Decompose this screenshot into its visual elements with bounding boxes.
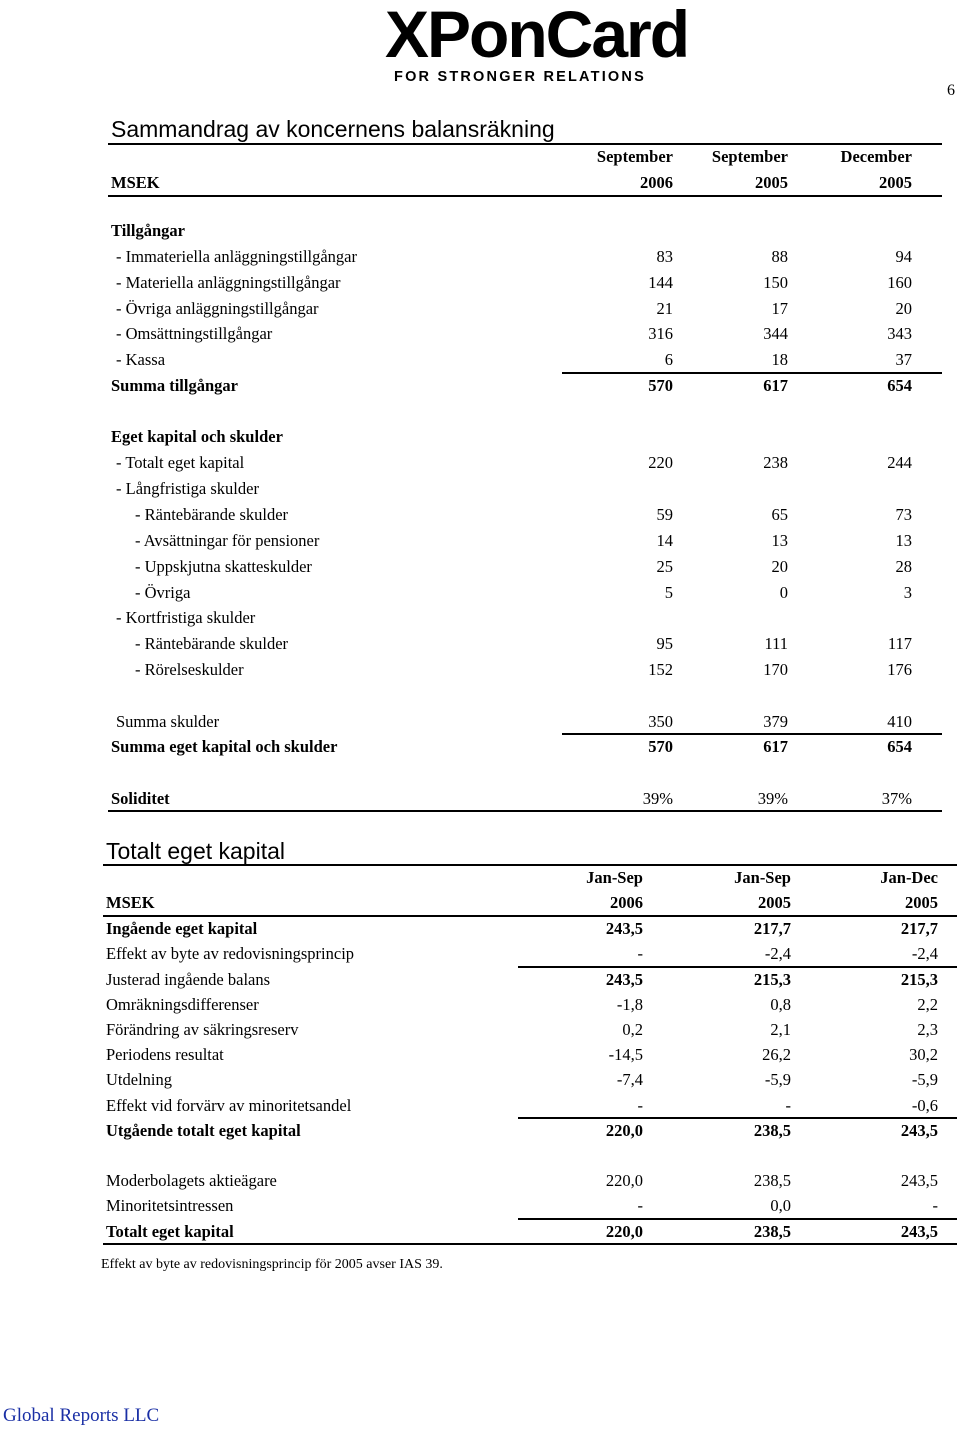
col-header: Jan-Sep [734, 868, 791, 887]
row-value: -2,4 [911, 944, 938, 963]
row-value: 220 [648, 453, 673, 472]
row-value: 3 [903, 583, 912, 602]
row-value: 111 [764, 634, 788, 653]
row-value: 39% [642, 789, 673, 808]
equity-header-row-1 [106, 867, 938, 889]
equity-header-row-2 [106, 892, 938, 914]
row-label: Summa skulder [116, 712, 220, 731]
row-value: 238 [763, 453, 788, 472]
row-value: 220,0 [605, 1171, 643, 1190]
row-value: 215,3 [753, 970, 791, 989]
row-value: 30,2 [909, 1045, 938, 1064]
row-label: Moderbolagets aktieägare [106, 1171, 277, 1190]
row-value: -5,9 [764, 1070, 791, 1089]
table-row [111, 711, 921, 733]
row-label: - Materiella anläggningstillgångar [116, 273, 341, 292]
subtotal-rule [518, 966, 957, 968]
col-header: September [596, 147, 673, 166]
row-value: 244 [887, 453, 912, 472]
table-row [106, 918, 938, 940]
col-header: Jan-Sep [586, 868, 643, 887]
row-value: 217,7 [753, 919, 791, 938]
row-label: Omräkningsdifferenser [106, 995, 259, 1014]
logo-wordmark: XPonCard [385, 0, 689, 71]
table-row [111, 323, 921, 345]
row-value: 2,3 [917, 1020, 938, 1039]
table-row [111, 736, 921, 758]
col-header: 2005 [755, 173, 788, 192]
row-value: 88 [771, 247, 788, 266]
row-value: 0,0 [770, 1196, 791, 1215]
table-row [111, 556, 921, 578]
page-number: 6 [947, 82, 955, 99]
row-value: 617 [763, 376, 788, 395]
row-value: 238,5 [753, 1171, 791, 1190]
row-value: 13 [895, 531, 912, 550]
row-value: -0,6 [911, 1096, 938, 1115]
equity-header-rule [103, 915, 957, 917]
unit-label: MSEK [106, 893, 155, 912]
row-value: 570 [648, 376, 673, 395]
col-header: 2006 [610, 893, 643, 912]
row-label: - Uppskjutna skatteskulder [135, 557, 312, 576]
row-value: 220,0 [605, 1121, 643, 1140]
row-value: 0 [779, 583, 788, 602]
balance-header-row-1 [111, 146, 921, 168]
row-value: - [785, 1096, 791, 1115]
row-label: - Övriga [135, 583, 191, 602]
row-label: - Kortfristiga skulder [116, 608, 256, 627]
row-value: 617 [763, 737, 788, 756]
row-value: 144 [648, 273, 673, 292]
total-rule [562, 372, 942, 374]
row-value: - [637, 1096, 643, 1115]
table-row [111, 246, 921, 268]
row-value: 220,0 [605, 1222, 643, 1241]
row-label: - Kassa [116, 350, 166, 369]
row-label: - Räntebärande skulder [135, 634, 289, 653]
row-label: - Övriga anläggningstillgångar [116, 299, 319, 318]
row-value: 243,5 [605, 970, 643, 989]
row-value: 350 [648, 712, 673, 731]
col-header: 2005 [905, 893, 938, 912]
row-value: 39% [757, 789, 788, 808]
row-value: 20 [771, 557, 788, 576]
row-value: 243,5 [900, 1222, 938, 1241]
row-value: 170 [763, 660, 788, 679]
row-value: 2,1 [770, 1020, 791, 1039]
col-header: 2005 [758, 893, 791, 912]
table-row [106, 1170, 938, 1192]
table-row [106, 994, 938, 1016]
row-value: 65 [771, 505, 788, 524]
row-label: Justerad ingående balans [106, 970, 271, 989]
row-label: Förändring av säkringsreserv [106, 1020, 299, 1039]
row-value: 160 [887, 273, 912, 292]
row-value: 215,3 [900, 970, 938, 989]
row-value: 343 [887, 324, 912, 343]
table-row [106, 1019, 938, 1041]
equity-title: Totalt eget kapital [106, 838, 286, 864]
subtotal-rule [518, 1117, 957, 1119]
table-row [111, 375, 921, 397]
row-value: -14,5 [608, 1045, 643, 1064]
row-value: -5,9 [911, 1070, 938, 1089]
row-label: - Omsättningstillgångar [116, 324, 273, 343]
row-value: 26,2 [762, 1045, 791, 1064]
row-label: - Långfristiga skulder [116, 479, 259, 498]
row-value: 0,2 [622, 1020, 643, 1039]
table-row [106, 943, 938, 965]
table-row [106, 1069, 938, 1091]
row-label: Eget kapital och skulder [111, 427, 283, 446]
row-label: Effekt av byte av redovisningsprincip [106, 944, 355, 963]
row-value: 37 [895, 350, 912, 369]
row-value: 83 [656, 247, 673, 266]
row-value: 21 [656, 299, 673, 318]
row-value: 18 [771, 350, 788, 369]
row-value: 25 [656, 557, 673, 576]
row-label: Minoritetsintressen [106, 1196, 234, 1215]
row-label: Totalt eget kapital [106, 1222, 234, 1241]
row-value: 176 [887, 660, 912, 679]
row-label: Tillgångar [111, 221, 185, 240]
footer-brand: Global Reports LLC [3, 1405, 160, 1426]
row-label: - Totalt eget kapital [116, 453, 245, 472]
row-value: 316 [648, 324, 673, 343]
table-row [111, 788, 921, 810]
table-row [111, 452, 921, 474]
row-label: - Avsättningar för pensioner [135, 531, 320, 550]
balance-title-rule [108, 143, 942, 145]
row-label: Utdelning [106, 1070, 172, 1089]
row-value: -1,8 [616, 995, 643, 1014]
row-value: 570 [648, 737, 673, 756]
col-header: 2005 [879, 173, 912, 192]
col-header: 2006 [640, 173, 673, 192]
balance-header-row-2 [111, 172, 921, 194]
row-value: 0,8 [770, 995, 791, 1014]
row-value: - [932, 1196, 938, 1215]
row-value: 654 [887, 737, 912, 756]
table-row [106, 1095, 938, 1117]
row-value: 344 [763, 324, 788, 343]
table-row [111, 607, 921, 629]
row-value: 410 [887, 712, 912, 731]
row-value: -2,4 [764, 944, 791, 963]
row-value: 243,5 [605, 919, 643, 938]
balance-header-rule [108, 195, 942, 197]
row-value: 654 [887, 376, 912, 395]
table-row [106, 1120, 938, 1142]
balance-bottom-rule [108, 810, 942, 812]
row-value: 117 [887, 634, 912, 653]
table-row [111, 633, 921, 655]
row-value: 152 [648, 660, 673, 679]
row-value: 379 [763, 712, 788, 731]
unit-label: MSEK [111, 173, 160, 192]
table-row [111, 582, 921, 604]
row-value: -7,4 [616, 1070, 643, 1089]
table-row [111, 220, 921, 242]
row-label: Summa tillgångar [111, 376, 238, 395]
row-value: 95 [656, 634, 673, 653]
row-label: Periodens resultat [106, 1045, 224, 1064]
row-label: - Immateriella anläggningstillgångar [116, 247, 357, 266]
row-label: Summa eget kapital och skulder [111, 737, 338, 756]
row-value: 217,7 [900, 919, 938, 938]
table-row [111, 349, 921, 371]
table-row [111, 272, 921, 294]
equity-bottom-rule [103, 1243, 957, 1245]
total-rule [562, 733, 942, 735]
company-logo [385, 0, 689, 90]
row-value: 238,5 [753, 1121, 791, 1140]
row-value: 59 [656, 505, 673, 524]
footnote: Effekt av byte av redovisningsprincip för 2005 avser IAS 39. [101, 1257, 443, 1272]
row-value: 13 [771, 531, 788, 550]
col-header: December [840, 147, 912, 166]
row-value: 28 [895, 557, 912, 576]
row-value: 37% [881, 789, 912, 808]
table-row [106, 1221, 938, 1243]
row-value: 5 [664, 583, 673, 602]
table-row [111, 504, 921, 526]
row-value: 243,5 [900, 1121, 938, 1140]
row-value: 17 [771, 299, 788, 318]
table-row [106, 969, 938, 991]
table-row [111, 478, 921, 500]
table-row [111, 298, 921, 320]
logo-tagline: FOR STRONGER RELATIONS [394, 69, 646, 85]
row-value: 2,2 [917, 995, 938, 1014]
row-value: 94 [895, 247, 912, 266]
table-row [111, 426, 921, 448]
row-value: - [637, 1196, 643, 1215]
row-value: 150 [763, 273, 788, 292]
table-row [106, 1044, 938, 1066]
equity-title-rule [103, 864, 957, 866]
row-label: Effekt vid forvärv av minoritetsandel [106, 1096, 352, 1115]
row-label: Ingående eget kapital [106, 919, 258, 938]
subtotal-rule [518, 1218, 957, 1220]
table-row [111, 530, 921, 552]
balance-sheet-title: Sammandrag av koncernens balansräkning [111, 116, 555, 142]
row-value: 14 [656, 531, 673, 550]
row-label: Utgående totalt eget kapital [106, 1121, 301, 1140]
row-value: - [637, 944, 643, 963]
row-value: 20 [895, 299, 912, 318]
row-label: Soliditet [111, 789, 170, 808]
row-label: - Räntebärande skulder [135, 505, 289, 524]
row-value: 238,5 [753, 1222, 791, 1241]
col-header: September [711, 147, 788, 166]
row-value: 73 [895, 505, 912, 524]
row-value: 6 [664, 350, 673, 369]
row-label: - Rörelseskulder [135, 660, 244, 679]
col-header: Jan-Dec [880, 868, 938, 887]
table-row [111, 659, 921, 681]
table-row [106, 1195, 938, 1217]
row-value: 243,5 [900, 1171, 938, 1190]
